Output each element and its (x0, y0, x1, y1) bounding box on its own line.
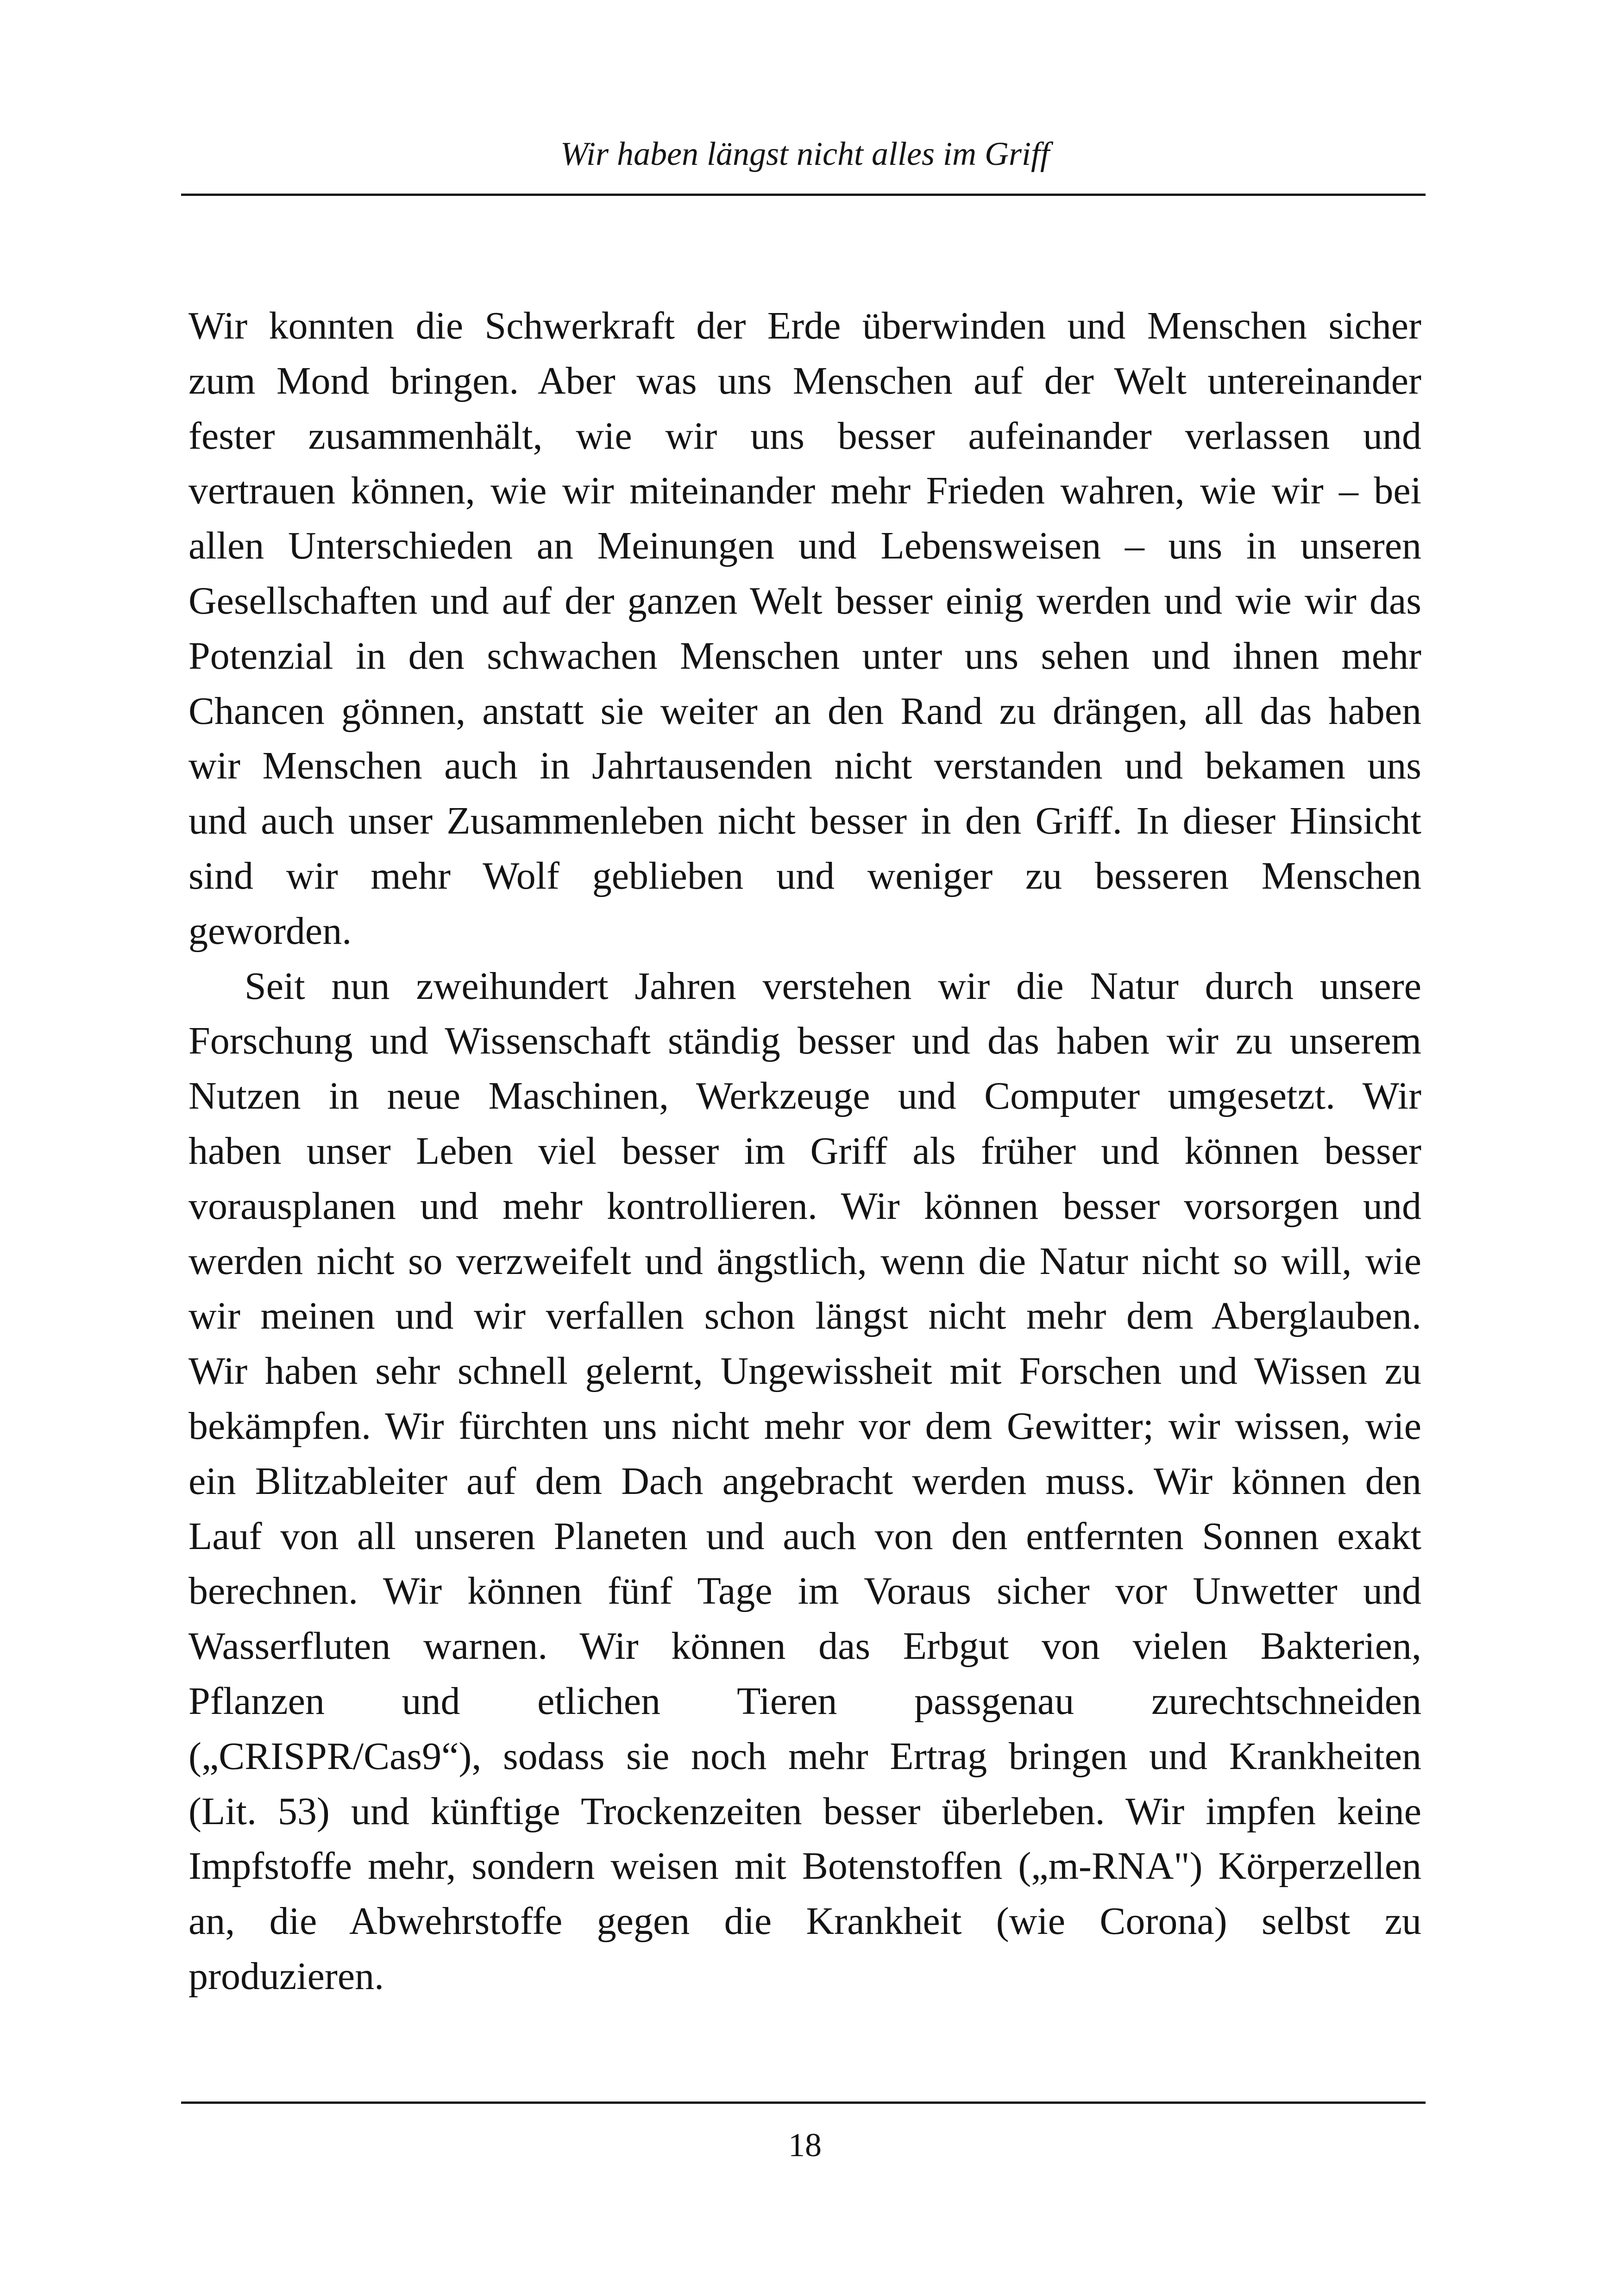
text-line: sind wir mehr Wolf geblieben und weniger zu besseren Menschen (188, 854, 1421, 897)
text-line: vorausplanen und mehr kontrollieren. Wir können besser vorsorgen und (188, 1184, 1421, 1228)
text-line: Wir haben sehr schnell gelernt, Ungewissheit mit Forschen und Wissen zu (188, 1349, 1421, 1393)
text-line: produzieren. (188, 1954, 384, 1998)
page-number: 18 (788, 2127, 822, 2164)
text-line: ein Blitzableiter auf dem Dach angebracht werden muss. Wir können den (188, 1459, 1421, 1503)
text-line: geworden. (188, 909, 352, 953)
text-line: Seit nun zweihundert Jahren verstehen wir die Natur durch unsere (245, 964, 1421, 1008)
text-line: bekämpfen. Wir fürchten uns nicht mehr vor dem Gewitter; wir wissen, wie (188, 1404, 1421, 1448)
text-line: Impfstoffe mehr, sondern weisen mit Botenstoffen („m-RNA") Körperzellen (188, 1844, 1421, 1888)
text-line: werden nicht so verzweifelt und ängstlich, wenn die Natur nicht so will, wie (188, 1239, 1421, 1283)
text-line: wir meinen und wir verfallen schon längst nicht mehr dem Aberglauben. (188, 1294, 1421, 1338)
text-line: vertrauen können, wie wir miteinander mehr Frieden wahren, wie wir – bei (188, 469, 1421, 513)
text-line: Gesellschaften und auf der ganzen Welt besser einig werden und wie wir das (188, 579, 1421, 622)
text-line: („CRISPR/Cas9“), sodass sie noch mehr Ertrag bringen und Krankheiten (188, 1734, 1421, 1778)
text-line: Wasserfluten warnen. Wir können das Erbgut von vielen Bakterien, (188, 1625, 1421, 1668)
text-line: Chancen gönnen, anstatt sie weiter an den Rand zu drängen, all das haben (188, 689, 1421, 733)
text-line: zum Mond bringen. Aber was uns Menschen auf der Welt untereinander (188, 359, 1421, 402)
text-line: Forschung und Wissenschaft ständig besser und das haben wir zu unserem (188, 1019, 1421, 1063)
text-line: (Lit. 53) und künftige Trockenzeiten besser überleben. Wir impfen keine (188, 1789, 1421, 1833)
text-line: fester zusammenhält, wie wir uns besser aufeinander verlassen und (188, 414, 1421, 458)
text-line: Nutzen in neue Maschinen, Werkzeuge und Computer umgesetzt. Wir (188, 1074, 1421, 1118)
text-line: berechnen. Wir können fünf Tage im Voraus sicher vor Unwetter und (188, 1569, 1421, 1613)
text-line: an, die Abwehrstoffe gegen die Krankheit (wie Corona) selbst zu (188, 1900, 1421, 1943)
text-line: und auch unser Zusammenleben nicht besser in den Griff. In dieser Hinsicht (188, 799, 1421, 843)
text-line: haben unser Leben viel besser im Griff als früher und können besser (188, 1129, 1421, 1173)
footer-rule (181, 2102, 1426, 2104)
text-line: wir Menschen auch in Jahrtausenden nicht verstanden und bekamen uns (188, 744, 1421, 788)
header-rule (181, 194, 1426, 196)
text-line: Potenzial in den schwachen Menschen unter uns sehen und ihnen mehr (188, 634, 1421, 678)
paragraph (188, 299, 1421, 959)
text-line: Lauf von all unseren Planeten und auch von den entfernten Sonnen exakt (188, 1514, 1421, 1558)
text-line: allen Unterschieden an Meinungen und Lebensweisen – uns in unseren (188, 524, 1421, 568)
body-text (188, 299, 1421, 2004)
text-line: Pflanzen und etlichen Tieren passgenau zurechtschneiden (188, 1679, 1421, 1723)
paragraph (188, 959, 1421, 2004)
text-line: Wir konnten die Schwerkraft der Erde überwinden und Menschen sicher (188, 304, 1421, 347)
running-header: Wir haben längst nicht alles im Griff (560, 135, 1049, 172)
